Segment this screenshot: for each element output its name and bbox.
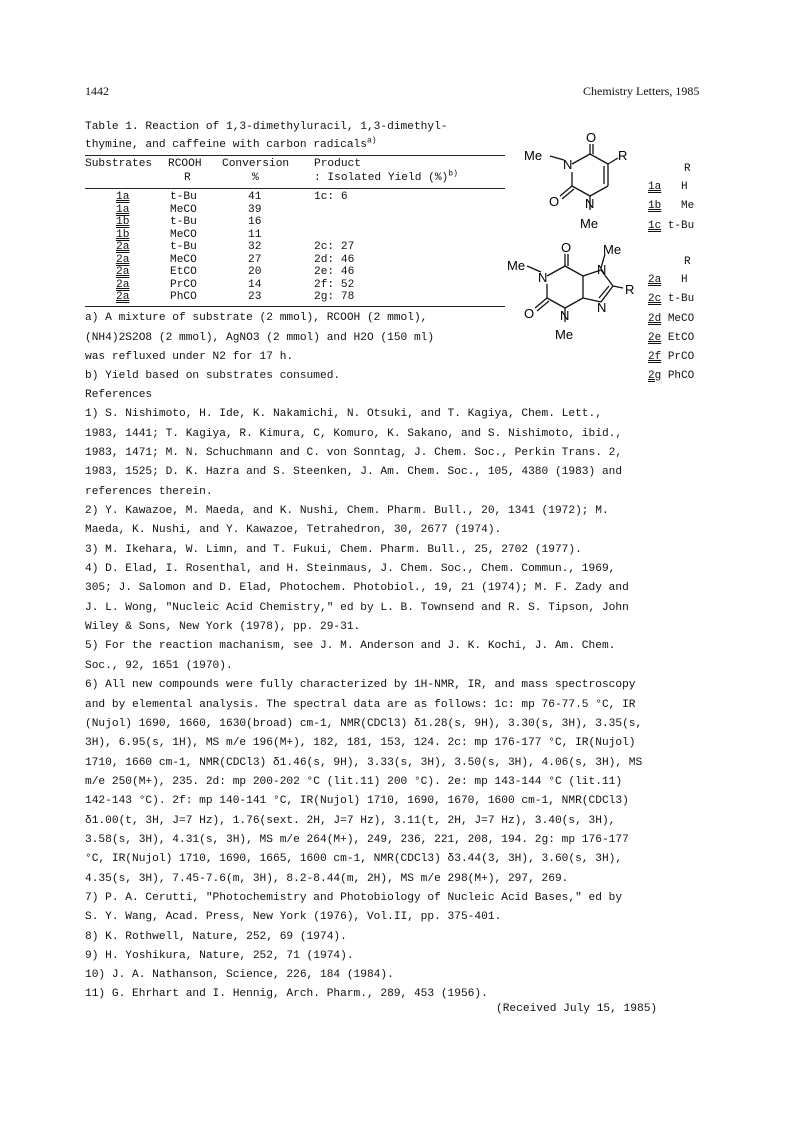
header-yield: : Isolated Yield (%)$^{b)}$ [314,169,458,184]
reference-line: 3) M. Ikehara, W. Limn, and T. Fukui, Chem. Pharm. Bull., 25, 2702 (1977). [85,544,582,556]
legend-header: R [684,163,691,175]
legend-header: R [684,256,691,268]
footnote-b: b) Yield based on substrates consumed. [85,370,341,382]
table-header-rule [85,188,505,189]
row-r: t-Bu [170,191,197,203]
received-date: (Received July 15, 1985) [496,1003,658,1015]
n-label: N [563,157,573,172]
reference-line: 305; J. Salomon and D. Elad, Photochem. Photobiol., 19, 21 (1974); M. F. Zady and [85,582,629,594]
legend-item: 2c t-Bu [648,293,695,305]
footnote-a: a) A mixture of substrate (2 mmol), RCOOH (2 mmol), [85,312,428,324]
reference-line: 9) H. Yoshikura, Nature, 252, 71 (1974). [85,950,354,962]
reference-line: S. Y. Wang, Acad. Press, New York (1976), Vol.II, pp. 375-401. [85,911,502,923]
me-bottom-label: Me [555,327,574,342]
me-left-label: Me [507,258,526,273]
reference-line: 1983, 1441; T. Kagiya, R. Kimura, C, Komuro, K. Sakano, and S. Nishimoto, ibid., [85,428,623,440]
reference-line: 3H), 6.95(s, 1H), MS m/e 196(M+), 182, 181, 153, 124. 2c: mp 176-177 °C, IR(Nujol) [85,737,636,749]
references-heading: References [85,389,153,401]
header-conversion: Conversion [222,158,290,170]
reference-line: references therein. [85,486,213,498]
n-label: N [597,300,607,315]
row-conversion: 16 [248,216,262,228]
row-product: 2f: 52 [314,279,355,291]
reference-line: and by elemental analysis. The spectral data are as follows: 1c: mp 76-77.5 °C, IR [85,699,636,711]
o-left-label: O [524,306,535,321]
reference-line: (Nujol) 1690, 1660, 1630(broad) cm-1, NMR(CDCl3) δ1.28(s, 9H), 3.30(s, 3H), 3.35(s, [85,718,643,730]
row-substrate: 1b [116,216,130,228]
row-r: EtCO [170,266,197,278]
reference-line: 1) S. Nishimoto, H. Ide, K. Nakamichi, N. Otsuki, and T. Kagiya, Chem. Lett., [85,408,602,420]
footnote-a-line3: was refluxed under N2 for 17 h. [85,351,294,363]
table-caption: Table 1. Reaction of 1,3-dimethyluracil, 1,3-dimethyl- [85,121,448,133]
reference-line: 4) D. Elad, I. Rosenthal, and H. Steinmaus, J. Chem. Soc., Chem. Commun., 1969, [85,563,616,575]
row-conversion: 32 [248,241,262,253]
legend-item: 1b Me [648,200,695,212]
row-substrate: 2a [116,291,130,303]
reference-line: 11) G. Ehrhart and I. Hennig, Arch. Pharm., 289, 453 (1956). [85,988,488,1000]
header-product: Product [314,158,361,170]
row-r: MeCO [170,229,197,241]
reference-line: Soc., 92, 1651 (1970). [85,660,233,672]
row-product: 2c: 27 [314,241,355,253]
row-substrate: 1b [116,229,130,241]
reference-line: 8) K. Rothwell, Nature, 252, 69 (1974). [85,931,347,943]
row-r: MeCO [170,254,197,266]
row-conversion: 14 [248,279,262,291]
row-substrate: 2a [116,241,130,253]
row-r: t-Bu [170,216,197,228]
reference-line: Wiley & Sons, New York (1978), pp. 29-31. [85,621,361,633]
header-percent: % [252,172,259,184]
legend-item: 2f PrCO [648,351,695,363]
header-rcooh: RCOOH [168,158,202,170]
reference-line: 2) Y. Kawazoe, M. Maeda, and K. Nushi, Chem. Pharm. Bull., 20, 1341 (1972); M. [85,505,609,517]
row-conversion: 20 [248,266,262,278]
row-conversion: 39 [248,204,262,216]
reference-line: 7) P. A. Cerutti, "Photochemistry and Photobiology of Nucleic Acid Bases," ed by [85,892,623,904]
reference-line: δ1.00(t, 3H, J=7 Hz), 1.76(sext. 2H, J=7 Hz), 3.11(t, 2H, J=7 Hz), 3.40(s, 3H), [85,815,616,827]
legend-item: 2d MeCO [648,313,695,325]
r-label: R [618,148,628,163]
row-r: PrCO [170,279,197,291]
n-label: N [538,270,548,285]
reference-line: 1983, 1471; M. N. Schuchmann and C. von Sonntag, J. Chem. Soc., Perkin Trans. 2, [85,447,623,459]
row-substrate: 1a [116,204,130,216]
table-bottom-rule [85,306,505,307]
me-bottom-label: Me [580,216,599,231]
row-r: PhCO [170,291,197,303]
row-substrate: 2a [116,279,130,291]
n-label: N [560,308,570,323]
reference-line: 5) For the reaction machanism, see J. M. Anderson and J. K. Kochi, J. Am. Chem. [85,640,616,652]
row-product: 2e: 46 [314,266,355,278]
row-conversion: 41 [248,191,262,203]
row-product: 2g: 78 [314,291,355,303]
row-substrate: 1a [116,191,130,203]
row-r: MeCO [170,204,197,216]
reference-line: m/e 250(M+), 235. 2d: mp 200-202 °C (lit.11) 200 °C). 2e: mp 143-144 °C (lit.11) [85,776,623,788]
row-conversion: 23 [248,291,262,303]
legend-item: 2a H [648,274,688,286]
page-number: 1442 [85,84,109,98]
journal-title: Chemistry Letters, 1985 [583,84,700,98]
reference-line: 142-143 °C). 2f: mp 140-141 °C, IR(Nujol) 1710, 1690, 1670, 1600 cm-1, NMR(CDCl3) [85,795,629,807]
o-top-label: O [561,240,572,255]
footnote-a-line2: (NH4)2S2O8 (2 mmol), AgNO3 (2 mmol) and H2O (150 ml) [85,332,435,344]
row-product: 2d: 46 [314,254,355,266]
row-product: 1c: 6 [314,191,348,203]
legend-item: 2e EtCO [648,332,695,344]
me-left-label: Me [524,148,543,163]
reference-line: 4.35(s, 3H), 7.45-7.6(m, 3H), 8.2-8.44(m, 2H), MS m/e 298(M+), 297, 269. [85,873,569,885]
reference-line: 10) J. A. Nathanson, Science, 226, 184 (1984). [85,969,394,981]
reference-line: Maeda, K. Nushi, and Y. Kawazoe, Tetrahedron, 30, 2677 (1974). [85,524,502,536]
n-label: N [597,262,607,277]
o-left-label: O [549,194,560,209]
row-substrate: 2a [116,266,130,278]
reference-line: °C, IR(Nujol) 1710, 1690, 1665, 1600 cm-1, NMR(CDCl3) δ3.44(3, 3H), 3.60(s, 3H), [85,853,623,865]
row-conversion: 27 [248,254,262,266]
o-top-label: O [586,130,597,145]
legend-item: 2g PhCO [648,370,695,382]
reference-line: 3.58(s, 3H), 4.31(s, 3H), MS m/e 264(M+), 249, 236, 221, 208, 194. 2g: mp 176-177 [85,834,629,846]
legend-item: 1a H [648,181,688,193]
legend-item: 1c t-Bu [648,220,695,232]
uracil-structure [520,130,640,240]
table-top-rule [85,155,505,156]
reference-line: 1983, 1525; D. K. Hazra and S. Steenken, J. Am. Chem. Soc., 105, 4380 (1983) and [85,466,623,478]
caffeine-structure [505,238,645,348]
row-r: t-Bu [170,241,197,253]
table-caption-line2: thymine, and caffeine with carbon radicals$^{a)}$ [85,136,377,151]
row-conversion: 11 [248,229,262,241]
row-substrate: 2a [116,254,130,266]
me-top-label: Me [603,242,622,257]
reference-line: J. L. Wong, "Nucleic Acid Chemistry," ed by L. B. Townsend and R. S. Tipson, John [85,602,629,614]
header-r: R [184,172,191,184]
reference-line: 1710, 1660 cm-1, NMR(CDCl3) δ1.46(s, 9H), 3.33(s, 3H), 3.50(s, 3H), 4.06(s, 3H), MS [85,757,643,769]
reference-line: 6) All new compounds were fully characterized by 1H-NMR, IR, and mass spectroscopy [85,679,636,691]
r-label: R [625,282,635,297]
n-label: N [585,196,595,211]
header-substrates: Substrates [85,158,153,170]
